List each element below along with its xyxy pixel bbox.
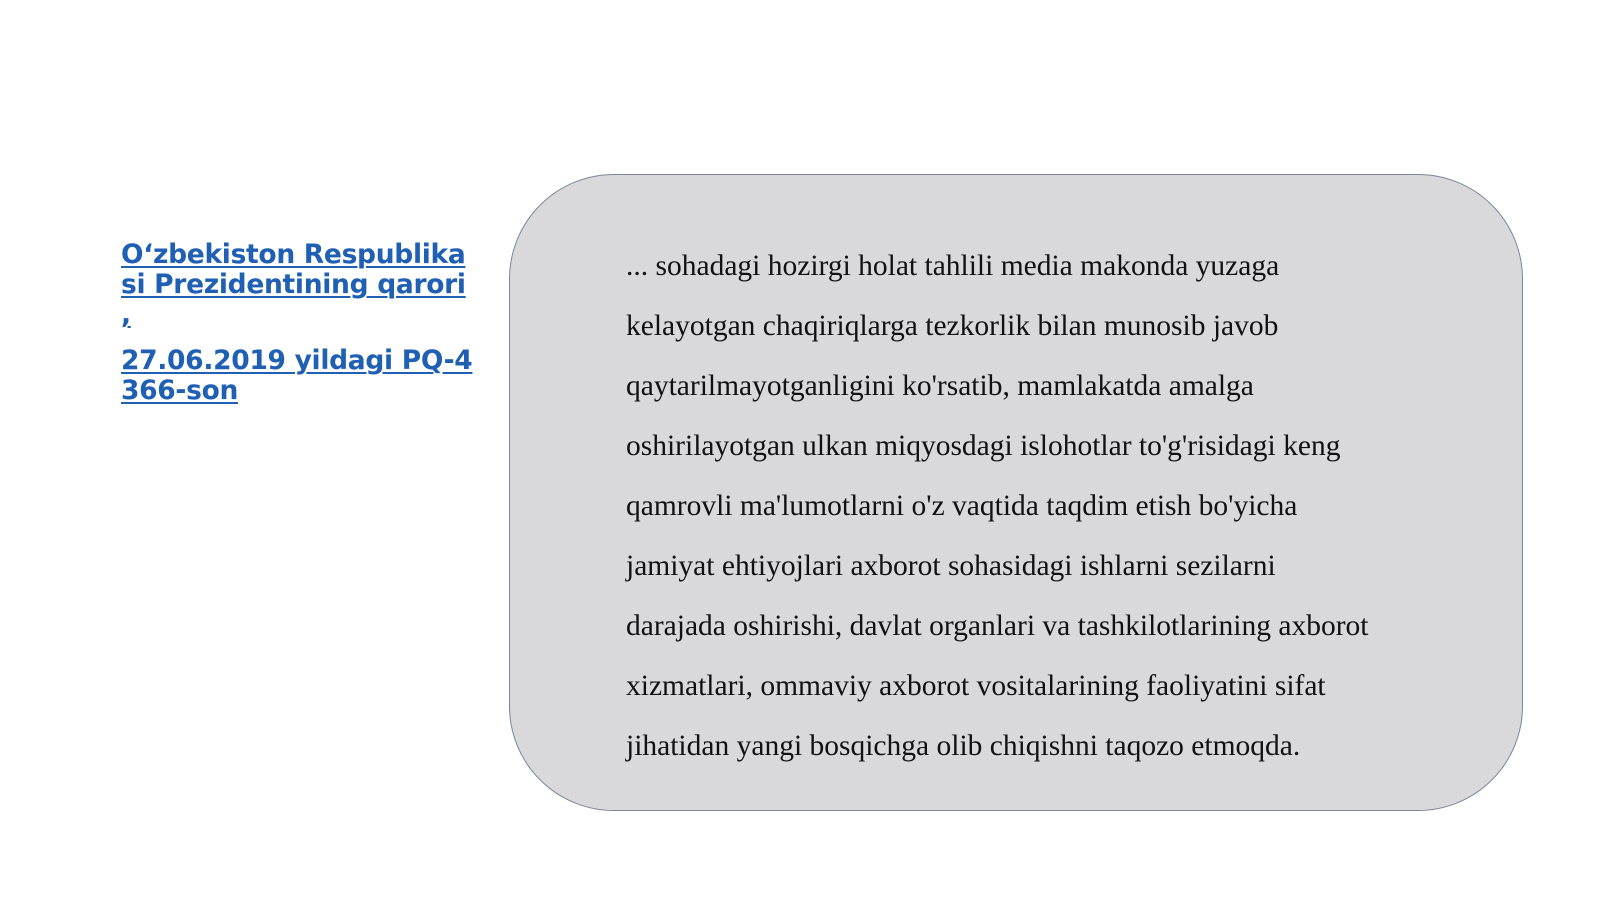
quote-line: xizmatlari, ommaviy axborot vositalarining faoliyatini sifat bbox=[626, 670, 1326, 702]
decree-link[interactable] bbox=[121, 240, 491, 406]
quote-line: jamiyat ehtiyojlari axborot sohasidagi ishlarni sezilarni bbox=[626, 550, 1276, 582]
quote-line: jihatidan yangi bosqichga olib chiqishni taqozo etmoqda. bbox=[626, 730, 1301, 762]
decree-title-line-1: O‘zbekiston Respublika bbox=[121, 239, 466, 270]
quote-line: qamrovli ma'lumotlarni o'z vaqtida taqdim etish bo'yicha bbox=[626, 490, 1298, 522]
quote-line: darajada oshirishi, davlat organlari va tashkilotlarining axborot bbox=[626, 610, 1369, 642]
quote-text bbox=[626, 236, 1506, 776]
quote-line: qaytarilmayotganligini ko'rsatib, mamlakatda amalga bbox=[626, 370, 1254, 402]
decree-date-number: 27.06.2019 yildagi PQ-4 bbox=[121, 345, 473, 376]
decree-separator: , bbox=[121, 299, 131, 330]
decree-title-line-2: si Prezidentining qarori bbox=[121, 269, 466, 300]
quote-line: oshirilayotgan ulkan miqyosdagi islohotlar to'g'risidagi keng bbox=[626, 430, 1341, 462]
quote-line: kelayotgan chaqiriqlarga tezkorlik bilan munosib javob bbox=[626, 310, 1279, 342]
decree-number-suffix: 366-son bbox=[121, 375, 239, 406]
quote-line: ... sohadagi hozirgi holat tahlili media makonda yuzaga bbox=[626, 250, 1280, 282]
